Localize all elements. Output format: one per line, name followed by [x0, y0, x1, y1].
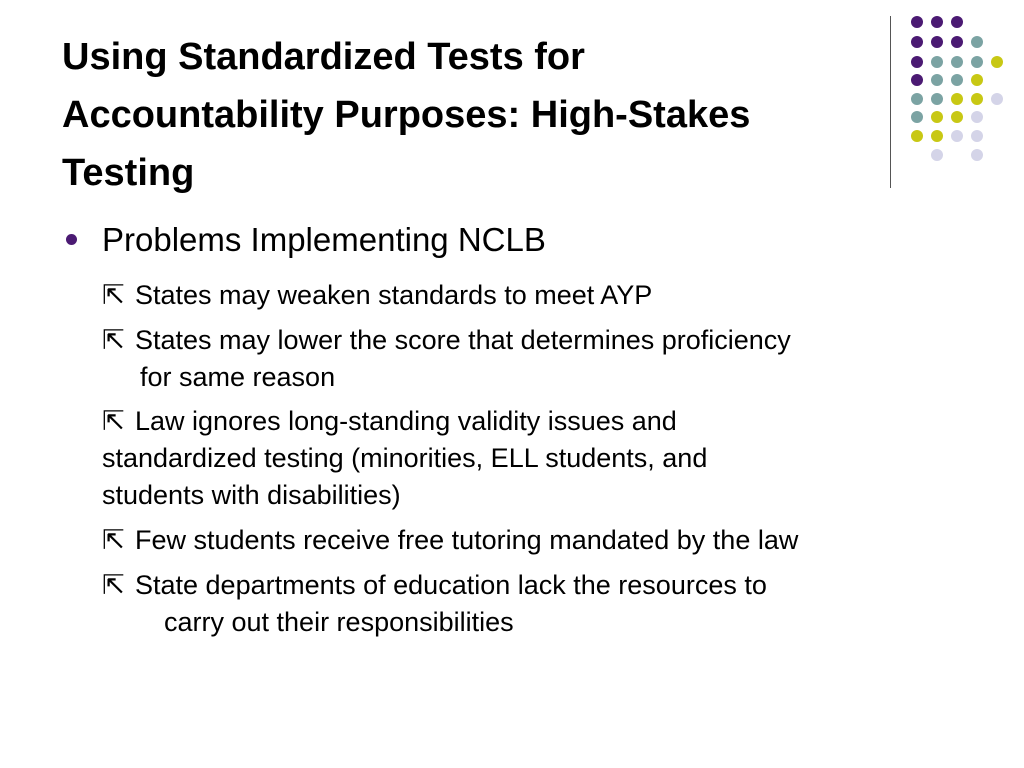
- decorative-dot: [971, 111, 983, 123]
- decorative-dot: [971, 93, 983, 105]
- decorative-dot-grid: [0, 0, 1024, 200]
- decorative-dot: [951, 74, 963, 86]
- sub-bullet-item: [102, 277, 982, 314]
- decorative-dot: [951, 111, 963, 123]
- decorative-dot: [951, 93, 963, 105]
- decorative-dot: [931, 36, 943, 48]
- sub-bullet-text: carry out their responsibilities: [164, 607, 514, 637]
- sub-bullet-item: [102, 322, 982, 396]
- decorative-dot: [911, 36, 923, 48]
- northwest-arrow-icon: ⇱: [102, 325, 125, 355]
- decorative-dot: [931, 16, 943, 28]
- northwest-arrow-icon: ⇱: [102, 570, 125, 600]
- decorative-dot: [971, 130, 983, 142]
- decorative-dot: [931, 149, 943, 161]
- bullet-dot-icon: [66, 234, 77, 245]
- northwest-arrow-icon: ⇱: [102, 280, 125, 310]
- decorative-dot: [951, 56, 963, 68]
- decorative-dot: [951, 130, 963, 142]
- decorative-dot: [971, 149, 983, 161]
- sub-bullet-item: [102, 522, 982, 559]
- decorative-dot: [911, 56, 923, 68]
- sub-bullet-text: students with disabilities): [102, 480, 401, 510]
- decorative-dot: [931, 74, 943, 86]
- main-bullet-text: Problems Implementing NCLB: [102, 221, 546, 258]
- title-line: Using Standardized Tests for: [62, 36, 585, 78]
- decorative-dot: [931, 93, 943, 105]
- sub-bullet-text: States may lower the score that determines proficiency: [135, 325, 791, 355]
- sub-bullet-text: State departments of education lack the resources to: [135, 570, 767, 600]
- decorative-dot: [911, 130, 923, 142]
- decorative-dot: [991, 93, 1003, 105]
- sub-bullet-text: Few students receive free tutoring mandated by the law: [135, 525, 799, 555]
- decorative-dot: [931, 56, 943, 68]
- northwest-arrow-icon: ⇱: [102, 525, 125, 555]
- decorative-dot: [971, 74, 983, 86]
- decorative-dot: [971, 36, 983, 48]
- sub-bullet-item: [102, 403, 982, 514]
- decorative-dot: [971, 56, 983, 68]
- decorative-dot: [931, 130, 943, 142]
- northwest-arrow-icon: ⇱: [102, 406, 125, 436]
- decorative-dot: [911, 16, 923, 28]
- sub-bullet-item: [102, 567, 982, 641]
- decorative-dot: [911, 74, 923, 86]
- sub-bullet-text: Law ignores long-standing validity issues and: [135, 406, 677, 436]
- title-line: Accountability Purposes: High-Stakes: [62, 94, 751, 136]
- decorative-dot: [951, 16, 963, 28]
- title-line: Testing: [62, 152, 195, 194]
- decorative-dot: [911, 93, 923, 105]
- decorative-dot: [951, 36, 963, 48]
- sub-bullet-text: for same reason: [140, 362, 336, 392]
- decorative-dot: [931, 111, 943, 123]
- decorative-dot: [911, 111, 923, 123]
- sub-bullet-text: standardized testing (minorities, ELL students, and: [102, 443, 708, 473]
- decorative-dot: [991, 56, 1003, 68]
- sub-bullet-text: States may weaken standards to meet AYP: [135, 280, 653, 310]
